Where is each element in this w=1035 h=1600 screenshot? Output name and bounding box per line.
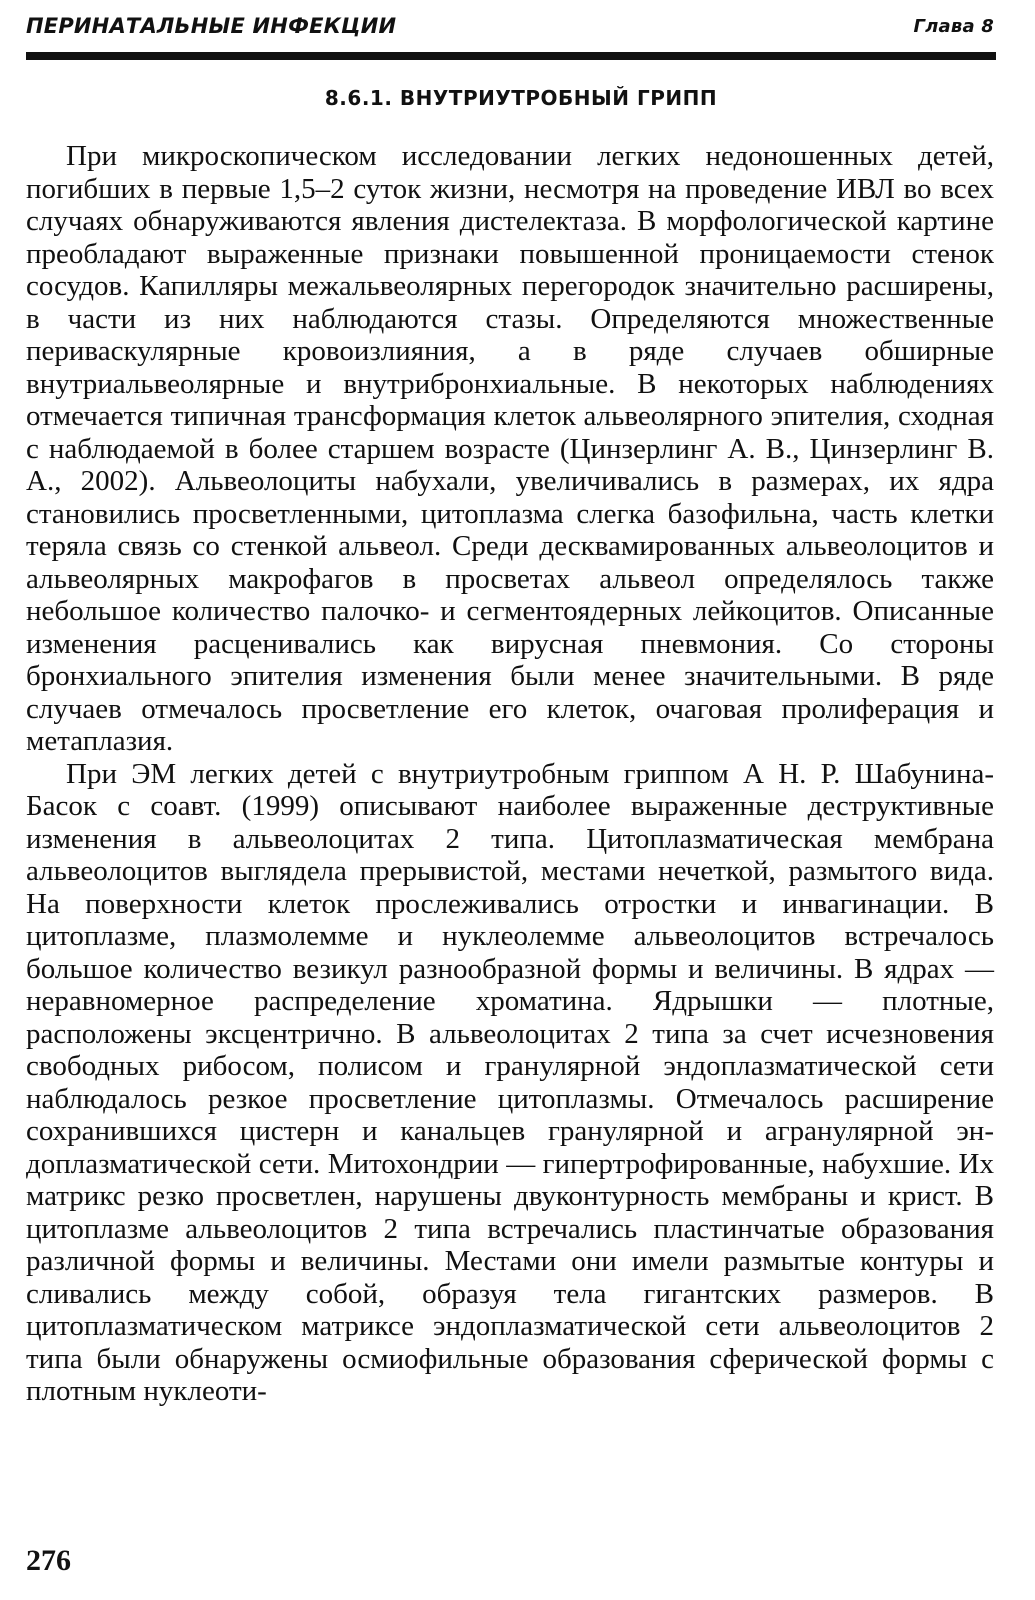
- paragraph-1: При микроскопическом исследовании легких недоношенных детей, погибших в первые 1,5–2 суток жизни, несмотря на проведение ИВЛ во всех случаях обнаруживаются явления дистелектаза. В морфологической картине преобладают выраженные признаки повышенной проницаемости стенок сосудов. Капилляры межальвеолярных перегородок значительно расширены, в части из них наблюдаются стазы. Определяются множественные периваскулярные кровоизлияния, а в ряде случаев обширные внутриальвеолярные и внутрибронхиальные. В некоторых наблюдениях отмечается типичная трансформация клеток альвеолярного эпителия, сходная с наблюдаемой в более старшем возрасте (Цинзерлинг А. В., Цинзерлинг В. А., 2002). Альвеолоциты набухали, увеличивались в размерах, их ядра становились просветленными, цитоплазма слегка базофильна, часть клетки теряла связь со стенкой альвеол. Среди десквамированных альвеолоцитов и альвеолярных макрофагов в просветах альвеол определялось также небольшое количество палочко- и сегментоядерных лейкоцитов. Описанные изменения расценивались как вирусная пневмония. Со стороны бронхиального эпителия изменения были менее значительными. В ряде случаев отмечалось просветление его клеток, очаговая пролиферация и метаплазия.: [26, 140, 994, 757]
- book-page: [26, 0, 996, 1600]
- running-head: [26, 14, 996, 44]
- running-title: ПЕРИНАТАЛЬНЫЕ ИНФЕКЦИИ: [26, 14, 397, 38]
- page-number: 276: [26, 1544, 71, 1577]
- chapter-label: Глава 8: [913, 16, 994, 37]
- header-rule: [26, 52, 996, 60]
- section-title: 8.6.1. ВНУТРИУТРОБНЫЙ ГРИПП: [324, 86, 718, 110]
- paragraph-2: При ЭМ легких детей с внутриутробным гриппом А Н. Р. Шабунина-Басок с соавт. (1999) описывают наиболее выраженные деструктивные изменения в альвеолоцитах 2 типа. Цитоплазматическая мембрана альвеолоцитов выглядела прерывистой, местами нечеткой, размытого вида. На поверхности клеток прослеживались отростки и инвагинации. В цитоплазме, плазмолемме и нуклеолемме альвеолоцитов встречалось большое количество везикул разнообразной формы и величины. В ядрах — неравномерное распределение хроматина. Ядрышки — плотные, расположены эксцентрично. В альвеолоцитах 2 типа за счет исчезновения свободных рибосом, полисом и гранулярной эндоплазматической сети наблюдалось резкое просветление цитоплазмы. Отмечалось расширение сохранившихся цистерн и канальцев гранулярной и агранулярной эндоплазматической сети. Митохондрии — гипертрофированные, набухшие. Их матрикс резко просветлен, нарушены двуконтурность мембраны и крист. В цитоплазме альвеолоцитов 2 типа встречались пластинчатые образования различной формы и величины. Местами они имели размытые контуры и сливались между собой, образуя тела гигантских размеров. В цитоплазматическом матриксе эндоплазматической сети альвеолоцитов 2 типа были обнаружены осмиофильные образования сферической формы с плотным нуклеоти-: [26, 757, 994, 1407]
- body-text: [26, 140, 994, 1408]
